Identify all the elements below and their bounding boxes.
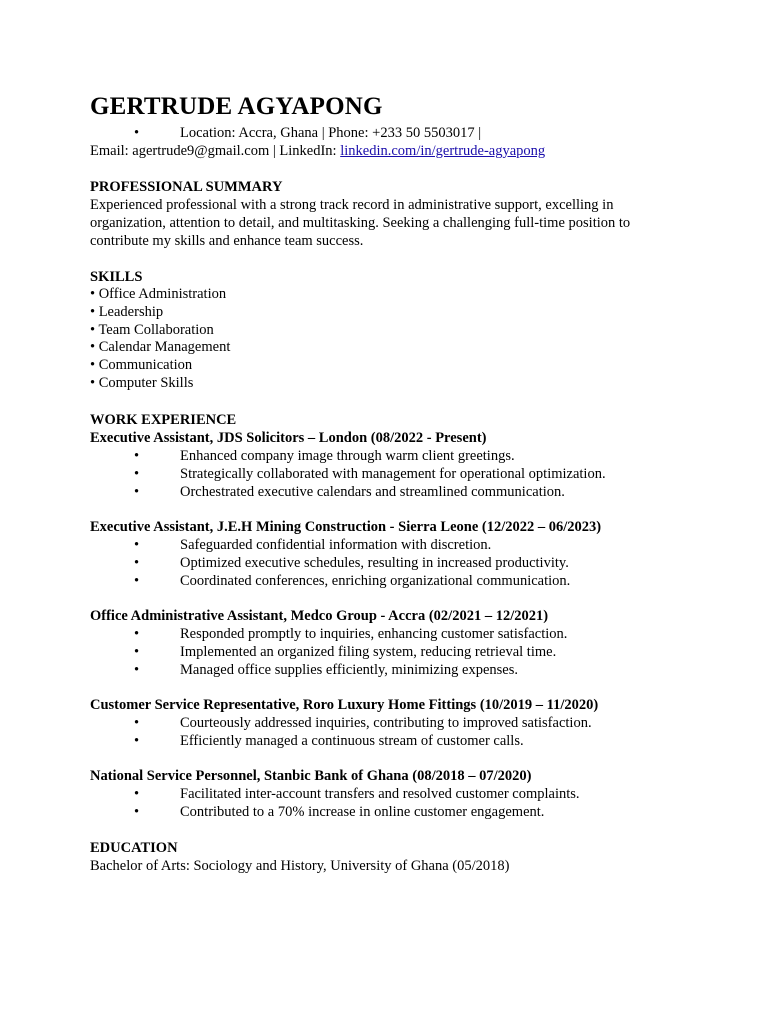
job-duty: [90, 643, 730, 661]
resume-page: [90, 92, 730, 875]
job-duty-text: Managed office supplies efficiently, minimizing expenses.: [180, 661, 518, 678]
job-duty-text: Safeguarded confidential information with discretion.: [180, 536, 492, 553]
job-title: National Service Personnel, Stanbic Bank of Ghana (08/2018 – 07/2020): [90, 767, 532, 784]
skill-item: • Leadership: [90, 303, 164, 320]
candidate-name: GERTRUDE AGYAPONG: [90, 93, 383, 120]
education-entry: Bachelor of Arts: Sociology and History, University of Ghana (05/2018): [90, 857, 510, 874]
job-duty-text: Enhanced company image through warm client greetings.: [180, 447, 515, 464]
email-linkedin-label: Email: agertrude9@gmail.com | LinkedIn:: [90, 143, 341, 159]
location-phone-text: Location: Accra, Ghana | Phone: +233 50 5503017 |: [180, 125, 482, 141]
job-duty-text: Contributed to a 70% increase in online customer engagement.: [180, 803, 545, 820]
job-entry: [90, 429, 730, 501]
bullet-marker: •: [134, 714, 140, 731]
skill-item: • Office Administration: [90, 286, 227, 302]
job-duty-text: Strategically collaborated with management for operational optimization.: [180, 465, 606, 482]
job-duty-text: Efficiently managed a continuous stream of customer calls.: [180, 732, 524, 749]
job-duty: [90, 483, 730, 501]
contact-line-location-phone: [90, 124, 730, 142]
contact-line-email-linkedin: [90, 142, 730, 160]
skill-item: • Calendar Management: [90, 339, 231, 356]
bullet-marker: •: [134, 625, 140, 642]
summary-line: Experienced professional with a strong track record in administrative support, excelling in: [90, 197, 614, 213]
bullet-marker: •: [134, 536, 140, 553]
job-duty: [90, 572, 730, 590]
job-title: Executive Assistant, J.E.H Mining Construction - Sierra Leone (12/2022 – 06/2023): [90, 518, 602, 535]
job-duty: [90, 447, 730, 465]
job-title: Customer Service Representative, Roro Luxury Home Fittings (10/2019 – 11/2020): [90, 696, 599, 713]
skill-item: • Team Collaboration: [90, 321, 214, 338]
job-duty: [90, 714, 730, 732]
job-duty: [90, 536, 730, 554]
bullet-marker: •: [134, 785, 140, 802]
job-entry: [90, 518, 730, 590]
linkedin-link[interactable]: linkedin.com/in/gertrude-agyapong: [340, 143, 546, 159]
summary-paragraph: [90, 196, 730, 250]
job-duty-text: Facilitated inter-account transfers and resolved customer complaints.: [180, 785, 580, 802]
summary-line: organization, attention to detail, and multitasking. Seeking a challenging full-time position to: [90, 215, 631, 231]
section-title-skills: SKILLS: [90, 269, 143, 285]
bullet-marker: •: [134, 483, 140, 500]
job-duty-text: Optimized executive schedules, resulting in increased productivity.: [180, 554, 569, 571]
job-duty: [90, 785, 730, 803]
bullet-marker: •: [134, 572, 140, 589]
section-title-education: EDUCATION: [90, 839, 178, 856]
bullet-marker: •: [134, 125, 140, 141]
job-title: Executive Assistant, JDS Solicitors – London (08/2022 - Present): [90, 429, 487, 446]
bullet-marker: •: [134, 661, 140, 678]
job-entry: [90, 607, 730, 679]
bullet-marker: •: [134, 732, 140, 749]
summary-line: contribute my skills and enhance team success.: [90, 233, 364, 249]
job-title: Office Administrative Assistant, Medco Group - Accra (02/2021 – 12/2021): [90, 607, 549, 624]
bullet-marker: •: [134, 465, 140, 482]
bullet-marker: •: [134, 447, 140, 464]
section-title-summary: PROFESSIONAL SUMMARY: [90, 179, 283, 195]
bullet-marker: •: [134, 554, 140, 571]
job-duty: [90, 625, 730, 643]
job-duty: [90, 661, 730, 679]
job-duty-text: Implemented an organized filing system, reducing retrieval time.: [180, 643, 557, 660]
job-duty: [90, 554, 730, 572]
bullet-marker: •: [134, 803, 140, 820]
job-duty: [90, 465, 730, 483]
job-entry: [90, 767, 730, 821]
job-duty-text: Responded promptly to inquiries, enhancing customer satisfaction.: [180, 625, 568, 642]
skill-item: • Computer Skills: [90, 374, 194, 391]
job-entry: [90, 696, 730, 750]
job-duty: [90, 732, 730, 750]
job-duty-text: Orchestrated executive calendars and streamlined communication.: [180, 483, 565, 500]
skill-item: • Communication: [90, 357, 193, 374]
job-duty-text: Coordinated conferences, enriching organizational communication.: [180, 572, 571, 589]
job-duty: [90, 803, 730, 821]
job-duty-text: Courteously addressed inquiries, contributing to improved satisfaction.: [180, 714, 592, 731]
bullet-marker: •: [134, 643, 140, 660]
skills-list: [90, 286, 730, 393]
section-title-experience: WORK EXPERIENCE: [90, 411, 237, 428]
